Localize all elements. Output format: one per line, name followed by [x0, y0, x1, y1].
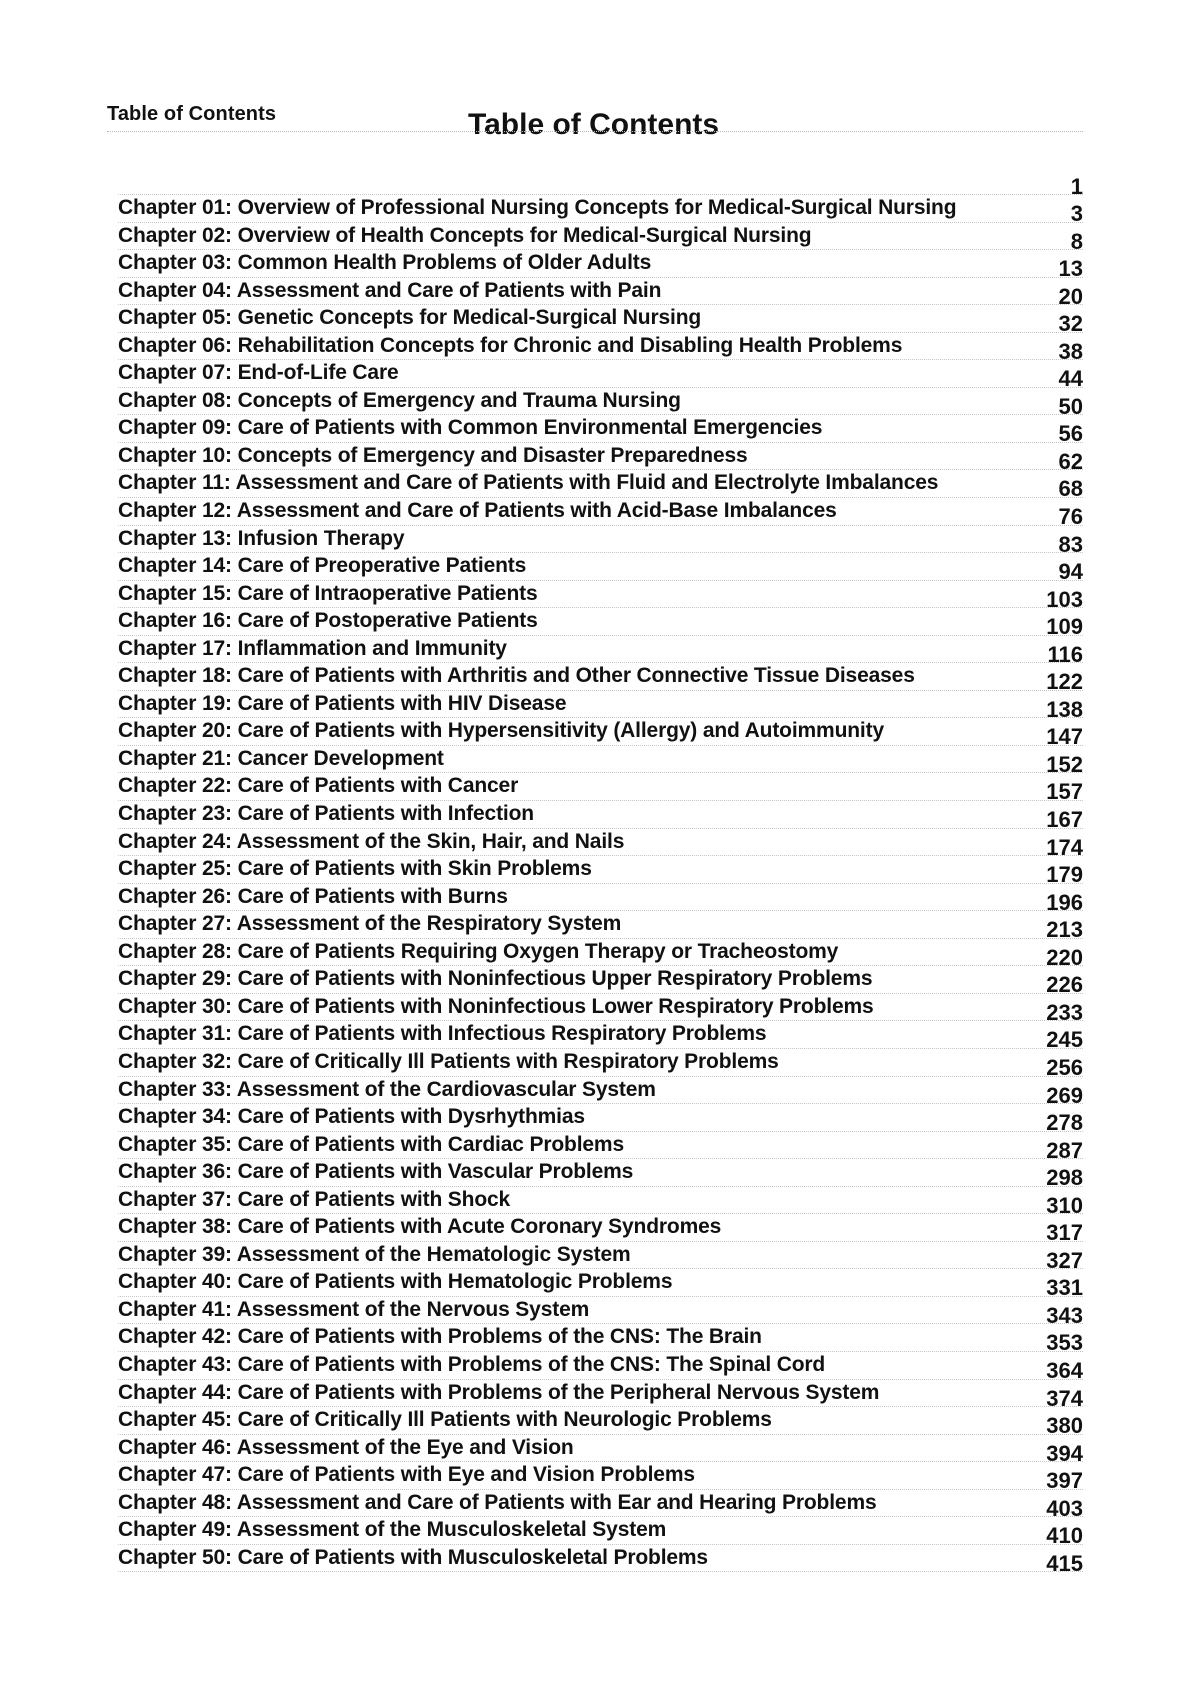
toc-entry-title: Chapter 41: Assessment of the Nervous System [118, 1297, 590, 1321]
toc-entry-page-number: 327 [1046, 1247, 1083, 1273]
toc-entry-title: Chapter 21: Cancer Development [118, 746, 444, 770]
toc-entry-title: Chapter 48: Assessment and Care of Patients with Ear and Hearing Problems [118, 1490, 877, 1514]
running-header: Table of Contents [107, 103, 277, 125]
toc-entry-title: Chapter 15: Care of Intraoperative Patients [118, 581, 538, 605]
toc-entry-title: Chapter 04: Assessment and Care of Patients with Pain [118, 278, 662, 302]
toc-entry-title: Chapter 06: Rehabilitation Concepts for Chronic and Disabling Health Problems [118, 333, 903, 357]
toc-entry[interactable] [118, 333, 1083, 364]
toc-entry-page-number: 410 [1046, 1523, 1083, 1549]
toc-entry[interactable] [118, 470, 1083, 502]
toc-entry[interactable] [118, 498, 1083, 530]
toc-entry[interactable] [118, 526, 1083, 557]
toc-entry-page-number: 331 [1046, 1275, 1083, 1301]
toc-entry-title: Chapter 11: Assessment and Care of Patients with Fluid and Electrolyte Imbalances [118, 471, 939, 495]
toc-entry[interactable] [118, 443, 1083, 474]
toc-entry-page-number: 1 [1070, 174, 1083, 199]
toc-entry[interactable] [118, 911, 1083, 943]
toc-entry[interactable] [118, 1324, 1083, 1356]
toc-entry-page-number: 68 [1058, 476, 1083, 502]
toc-entry-title: Chapter 45: Care of Critically Ill Patients with Neurologic Problems [118, 1408, 772, 1432]
toc-entry-title: Chapter 40: Care of Patients with Hematologic Problems [118, 1270, 673, 1294]
toc-entry-page-number: 233 [1046, 999, 1083, 1025]
toc-entry[interactable] [118, 1545, 1083, 1576]
toc-entry-page-number: 167 [1046, 807, 1083, 833]
toc-entry[interactable] [118, 608, 1083, 640]
toc-entry-page-number: 152 [1046, 751, 1083, 777]
toc-entry-title: Chapter 47: Care of Patients with Eye and Vision Problems [118, 1463, 695, 1487]
toc-entry-title: Chapter 49: Assessment of the Musculoskeletal System [118, 1518, 667, 1542]
toc-entry-page-number: 394 [1046, 1440, 1083, 1466]
toc-entry[interactable] [118, 1242, 1083, 1273]
toc-entry-title: Chapter 20: Care of Patients with Hypersensitivity (Allergy) and Autoimmunity [118, 719, 884, 743]
toc-entry-page-number: 397 [1046, 1468, 1083, 1494]
toc-entry[interactable] [118, 1049, 1083, 1080]
toc-entry-title: Chapter 23: Care of Patients with Infection [118, 802, 534, 826]
toc-entry-page-number: 50 [1058, 393, 1083, 419]
toc-front-matter-row[interactable] [118, 168, 1083, 199]
toc-entry-page-number: 196 [1046, 889, 1083, 915]
table-of-contents-list [118, 168, 1083, 1576]
toc-entry-page-number: 20 [1058, 283, 1083, 309]
toc-entry-title: Chapter 50: Care of Patients with Musculoskeletal Problems [118, 1545, 708, 1569]
toc-entry-title: Chapter 18: Care of Patients with Arthritis and Other Connective Tissue Diseases [118, 664, 915, 688]
toc-entry-page-number: 44 [1058, 366, 1083, 392]
toc-entry-page-number: 122 [1046, 669, 1083, 695]
toc-entry[interactable] [118, 278, 1083, 309]
toc-entry[interactable] [118, 966, 1083, 998]
toc-entry[interactable] [118, 1132, 1083, 1163]
toc-entry-page-number: 174 [1046, 834, 1083, 860]
toc-entry-page-number: 415 [1046, 1550, 1083, 1576]
toc-entry-title: Chapter 33: Assessment of the Cardiovascular System [118, 1077, 656, 1101]
toc-entry[interactable] [118, 636, 1083, 667]
toc-entry-title: Chapter 22: Care of Patients with Cancer [118, 774, 519, 798]
toc-entry-title: Chapter 17: Inflammation and Immunity [118, 636, 507, 660]
toc-entry-page-number: 269 [1046, 1082, 1083, 1108]
toc-entry-title: Chapter 38: Care of Patients with Acute Coronary Syndromes [118, 1215, 722, 1239]
toc-entry[interactable] [118, 223, 1083, 254]
toc-entry[interactable] [118, 305, 1083, 337]
toc-entry-title: Chapter 39: Assessment of the Hematologic System [118, 1242, 631, 1266]
toc-entry[interactable] [118, 1352, 1083, 1383]
toc-entry-title: Chapter 24: Assessment of the Skin, Hair, and Nails [118, 829, 625, 853]
toc-entry[interactable] [118, 1214, 1083, 1246]
toc-entry-title: Chapter 34: Care of Patients with Dysrhythmias [118, 1105, 585, 1129]
toc-entry[interactable] [118, 250, 1083, 282]
toc-entry-title: Chapter 26: Care of Patients with Burns [118, 884, 508, 908]
toc-entry-page-number: 103 [1046, 586, 1083, 612]
toc-entry-title: Chapter 46: Assessment of the Eye and Vision [118, 1435, 574, 1459]
toc-entry[interactable] [118, 581, 1083, 612]
toc-entry-title: Chapter 32: Care of Critically Ill Patients with Respiratory Problems [118, 1049, 779, 1073]
toc-entry[interactable] [118, 1407, 1083, 1439]
toc-entry[interactable] [118, 360, 1083, 392]
toc-entry-title: Chapter 35: Care of Patients with Cardiac Problems [118, 1132, 624, 1156]
toc-entry[interactable] [118, 1021, 1083, 1053]
toc-entry-title: Chapter 37: Care of Patients with Shock [118, 1187, 511, 1211]
toc-entry[interactable] [118, 1077, 1083, 1108]
toc-entry-title: Chapter 13: Infusion Therapy [118, 526, 405, 550]
toc-entry-title: Chapter 27: Assessment of the Respiratory System [118, 912, 622, 936]
toc-entry[interactable] [118, 1380, 1083, 1411]
toc-entry-page-number: 245 [1046, 1027, 1083, 1053]
toc-entry-title: Chapter 28: Care of Patients Requiring Oxygen Therapy or Tracheostomy [118, 939, 839, 963]
toc-entry[interactable] [118, 829, 1083, 860]
toc-entry-page-number: 179 [1046, 862, 1083, 888]
toc-entry-page-number: 343 [1046, 1302, 1083, 1328]
toc-entry-page-number: 147 [1046, 724, 1083, 750]
toc-entry-page-number: 116 [1047, 641, 1083, 667]
toc-entry-page-number: 138 [1046, 696, 1083, 722]
toc-entry[interactable] [118, 195, 1083, 226]
toc-entry[interactable] [118, 1159, 1083, 1191]
toc-entry-title: Chapter 14: Care of Preoperative Patients [118, 554, 527, 578]
toc-entry-page-number: 310 [1046, 1192, 1083, 1218]
toc-entry[interactable] [118, 801, 1083, 833]
toc-entry[interactable] [118, 746, 1083, 777]
toc-entry-title: Chapter 03: Common Health Problems of Older Adults [118, 251, 652, 275]
toc-entry-page-number: 374 [1046, 1385, 1083, 1411]
toc-entry-title: Chapter 07: End-of-Life Care [118, 361, 399, 385]
toc-entry[interactable] [118, 1462, 1083, 1494]
toc-entry-title: Chapter 36: Care of Patients with Vascular Problems [118, 1160, 634, 1184]
toc-entry[interactable] [118, 884, 1083, 915]
toc-entry-title: Chapter 08: Concepts of Emergency and Trauma Nursing [118, 388, 681, 412]
toc-entry-page-number: 38 [1058, 338, 1083, 364]
toc-entry-page-number: 256 [1046, 1054, 1083, 1080]
toc-entry-page-number: 213 [1046, 917, 1083, 943]
toc-entry[interactable] [118, 1104, 1083, 1136]
toc-entry-page-number: 8 [1070, 228, 1083, 254]
toc-entry-title: Chapter 05: Genetic Concepts for Medical-Surgical Nursing [118, 306, 702, 330]
toc-entry-title: Chapter 16: Care of Postoperative Patients [118, 609, 538, 633]
toc-entry-page-number: 62 [1058, 448, 1083, 474]
toc-entry-page-number: 287 [1046, 1137, 1083, 1163]
toc-entry-title: Chapter 25: Care of Patients with Skin Problems [118, 857, 592, 881]
toc-entry[interactable] [118, 1435, 1083, 1466]
toc-entry-page-number: 298 [1046, 1165, 1083, 1191]
toc-entry-title: Chapter 31: Care of Patients with Infectious Respiratory Problems [118, 1022, 767, 1046]
toc-entry-title: Chapter 30: Care of Patients with Noninfectious Lower Respiratory Problems [118, 994, 874, 1018]
toc-entry[interactable] [118, 994, 1083, 1025]
toc-entry-page-number: 317 [1046, 1220, 1083, 1246]
toc-entry[interactable] [118, 939, 1083, 970]
toc-entry[interactable] [118, 1187, 1083, 1218]
toc-entry-title: Chapter 12: Assessment and Care of Patients with Acid-Base Imbalances [118, 499, 837, 523]
toc-entry[interactable] [118, 388, 1083, 419]
toc-entry-page-number: 380 [1046, 1413, 1083, 1439]
toc-entry-title: Chapter 02: Overview of Health Concepts for Medical-Surgical Nursing [118, 223, 812, 247]
toc-entry[interactable] [118, 663, 1083, 695]
toc-entry[interactable] [118, 773, 1083, 805]
header-divider [107, 131, 1083, 132]
toc-entry-page-number: 109 [1046, 614, 1083, 640]
toc-entry-page-number: 278 [1046, 1110, 1083, 1136]
toc-entry-page-number: 220 [1046, 944, 1083, 970]
toc-entry[interactable] [118, 1490, 1083, 1521]
toc-entry[interactable] [118, 691, 1083, 722]
toc-entry[interactable] [118, 856, 1083, 888]
toc-entry-page-number: 364 [1046, 1357, 1083, 1383]
toc-entry-page-number: 403 [1046, 1495, 1083, 1521]
toc-entry-page-number: 157 [1046, 779, 1083, 805]
toc-entry-page-number: 3 [1070, 201, 1083, 226]
toc-entry[interactable] [118, 718, 1083, 750]
toc-entry[interactable] [118, 415, 1083, 447]
toc-entry[interactable] [118, 1517, 1083, 1549]
toc-entry-page-number: 76 [1058, 504, 1083, 530]
toc-entry-title: Chapter 19: Care of Patients with HIV Disease [118, 691, 567, 715]
toc-entry[interactable] [118, 553, 1083, 585]
toc-entry[interactable] [118, 1297, 1083, 1328]
toc-entry[interactable] [118, 1269, 1083, 1301]
page-title: Table of Contents [468, 108, 720, 141]
toc-entry-title: Chapter 09: Care of Patients with Common Environmental Emergencies [118, 416, 823, 440]
toc-entry-page-number: 83 [1058, 531, 1083, 557]
toc-entry-title: Chapter 01: Overview of Professional Nursing Concepts for Medical-Surgical Nursing [118, 196, 957, 219]
toc-entry-title: Chapter 44: Care of Patients with Problems of the Peripheral Nervous System [118, 1380, 880, 1404]
toc-entry-title: Chapter 43: Care of Patients with Problems of the CNS: The Spinal Cord [118, 1352, 826, 1376]
toc-entry-title: Chapter 42: Care of Patients with Problems of the CNS: The Brain [118, 1325, 762, 1349]
toc-entry-page-number: 32 [1058, 311, 1083, 337]
toc-entry-page-number: 13 [1058, 256, 1083, 282]
toc-entry-page-number: 226 [1046, 972, 1083, 998]
toc-entry-page-number: 56 [1058, 421, 1083, 447]
toc-entry-page-number: 94 [1058, 559, 1083, 585]
toc-entry-title: Chapter 10: Concepts of Emergency and Disaster Preparedness [118, 443, 748, 467]
toc-entry-title: Chapter 29: Care of Patients with Noninfectious Upper Respiratory Problems [118, 967, 873, 991]
toc-entry-page-number: 353 [1046, 1330, 1083, 1356]
